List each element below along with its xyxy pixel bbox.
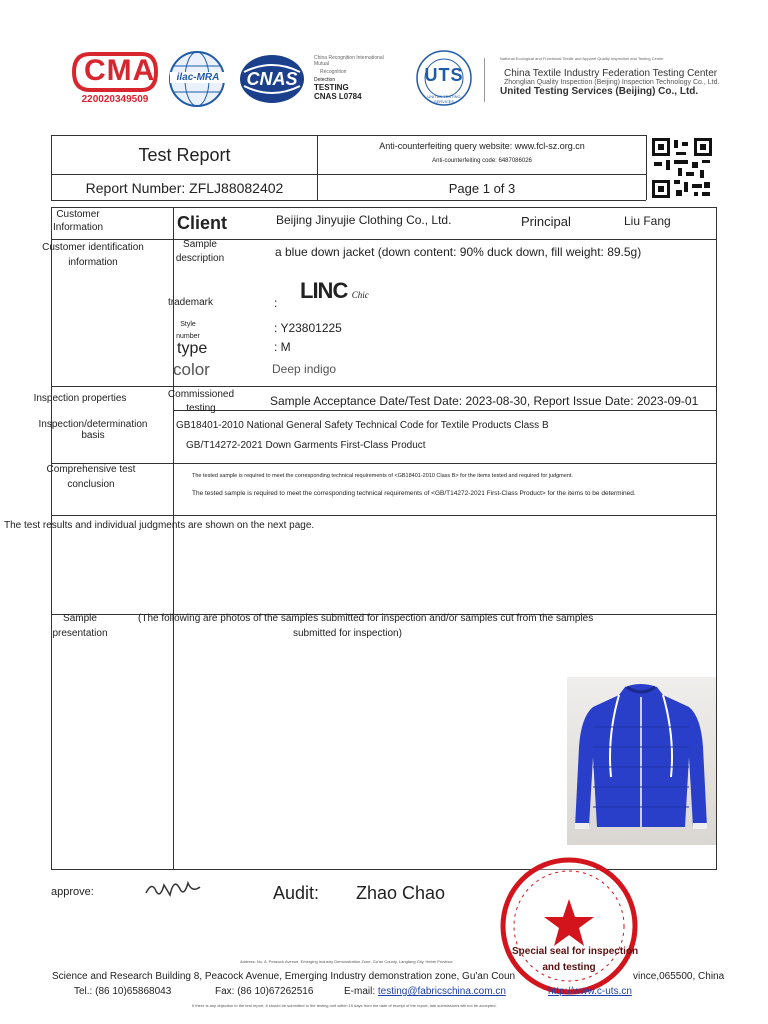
ilac-text: ilac-MRA (170, 72, 226, 83)
cnas-note-4: TESTING (314, 83, 349, 92)
audit-name: Zhao Chao (356, 883, 446, 903)
trademark-sub: Chic (351, 290, 369, 300)
anti-code: Anti-counterfeiting code: 6487086026 (432, 158, 532, 164)
style-number-label: Style number (176, 321, 200, 340)
cma-text: CMA (84, 54, 156, 87)
type-text: M (280, 340, 291, 354)
official-seal (498, 855, 640, 997)
principal-value: Liu Fang (624, 214, 671, 228)
cnas-logo (238, 52, 306, 106)
cma-number: 220020349509 (81, 94, 149, 105)
seal-text-2: and testing (542, 962, 596, 973)
sample-desc-label: Sample description (175, 239, 225, 264)
sample-pres-label-1: Sample (63, 613, 97, 624)
conclusion-label-2: conclusion (67, 479, 115, 490)
cnas-note-3: Detection (314, 77, 336, 83)
linc-logo (300, 278, 369, 304)
uts-ring-text: UNITED TESTING SERVICES (427, 94, 461, 104)
sample-pres-text-1: (The following are photos of the samples submitted for inspection and/or samples cut from the samples (138, 613, 594, 624)
org-block (500, 56, 730, 97)
basis-line-2: GB/T14272-2021 Down Garments First-Class Product (186, 440, 426, 451)
org-line-3: United Testing Services (Beijing) Co., Ltd. (500, 86, 699, 97)
cnas-number: CNAS L0784 (314, 92, 362, 101)
cnas-note-1: China Recognition International Mutual (314, 55, 384, 67)
customer-info-label: Customer Information (52, 209, 104, 233)
style-number-value: : Y23801225 (274, 321, 342, 335)
trademark-value: LINC (300, 278, 348, 303)
client-value: Beijing Jinyujie Clothing Co., Ltd. (276, 213, 452, 227)
seal-text-1: Special seal for inspection (512, 946, 639, 957)
client-label: Client (176, 213, 227, 233)
qr-code-icon (652, 138, 712, 198)
footer-address-end: vince,065500, China (633, 971, 725, 982)
uts-text: UTS (424, 65, 464, 85)
sample-pres-text-2: submitted for inspection) (293, 628, 402, 639)
audit-label: Audit: (273, 883, 320, 903)
report-title: Test Report (138, 145, 231, 165)
uts-logo (414, 48, 474, 108)
inspection-props-label: Inspection properties (33, 393, 127, 404)
footer-disclaimer: If there is any objection to the test report, it should be submitted to the testing unit within 15 days from the date of receipt of the report; late submissions will not be accepted. (192, 1003, 497, 1008)
org-line-small: National Ecological and Functional Textile and Apparel Quality Inspection and Testing Center (500, 56, 664, 61)
footer-email-link[interactable]: testing@fabricschina.com.cn (377, 986, 506, 997)
report-number: Report Number: ZFLJ88082402 (85, 180, 284, 196)
principal-label: Principal (521, 214, 571, 229)
cma-logo (72, 50, 158, 106)
approve-label: approve: (51, 886, 94, 898)
basis-line-1: GB18401-2010 National General Safety Technical Code for Textile Products Class B (176, 420, 549, 431)
down-jacket-icon (567, 677, 716, 845)
footer-web-link[interactable]: http://www.c-uts.cn (548, 986, 632, 997)
footer-address: Science and Research Building 8, Peacock Avenue, Emerging Industry demonstration zone, Gu'an Coun (52, 971, 516, 982)
footer-email-label: E-mail: (344, 986, 376, 997)
footer-tel: Tel.: (86 10)65868043 (74, 986, 172, 997)
footer-email (344, 986, 506, 997)
sample-desc-value: a blue down jacket (down content: 90% duck down, fill weight: 89.5g) (275, 245, 642, 259)
logo-divider (484, 58, 485, 102)
cnas-note-2: Recognition (320, 69, 347, 75)
query-website: Anti-counterfeiting query website: www.fcl-sz.org.cn (379, 141, 585, 151)
next-page-note: The test results and individual judgments are shown on the next page. (4, 520, 315, 531)
color-value: Deep indigo (272, 362, 337, 376)
sample-photo (567, 677, 716, 845)
type-value: : M (274, 340, 291, 354)
commissioned-label: Commissioned testing (167, 389, 235, 414)
page-indicator: Page 1 of 3 (448, 181, 516, 196)
org-line-1: China Textile Industry Federation Testing Center (504, 68, 718, 79)
sample-pres-label-2: presentation (52, 628, 108, 639)
style-number-text: Y23801225 (280, 321, 342, 335)
cnas-text: CNAS (246, 69, 298, 89)
conclusion-line-2: The tested sample is required to meet the corresponding technical requirements of <GB/T14272-2021 First-Class Product> for the items to be determined. (192, 490, 636, 497)
type-label: type (177, 340, 208, 357)
approve-signature-icon (144, 873, 204, 903)
customer-id-label: Customer identification information (42, 242, 144, 268)
ilac-mra-logo (168, 50, 228, 108)
cnas-notes (314, 55, 384, 102)
footer-address-small: Address: No. 8, Peacock Avenue, Emerging Industry Demonstration Zone, Gu'an County, Langfang City, Hebei Province (240, 959, 453, 964)
org-line-2: Zhonglian Quality Inspection (Beijing) Inspection Technology Co., Ltd. (504, 79, 720, 86)
seal-star-icon (498, 855, 640, 997)
basis-label: Inspection/determination basis (38, 419, 148, 441)
color-label: color (173, 360, 210, 379)
conclusion-line-1: The tested sample is required to meet the corresponding technical requirements of <GB18401-2010 Class B> for the items tested and required for judgment. (192, 473, 573, 479)
trademark-label: trademark (168, 297, 214, 308)
conclusion-label-1: Comprehensive test (46, 464, 136, 475)
footer-fax: Fax: (86 10)67262516 (215, 986, 314, 997)
dates-value: Sample Acceptance Date/Test Date: 2023-08-30, Report Issue Date: 2023-09-01 (270, 394, 699, 408)
